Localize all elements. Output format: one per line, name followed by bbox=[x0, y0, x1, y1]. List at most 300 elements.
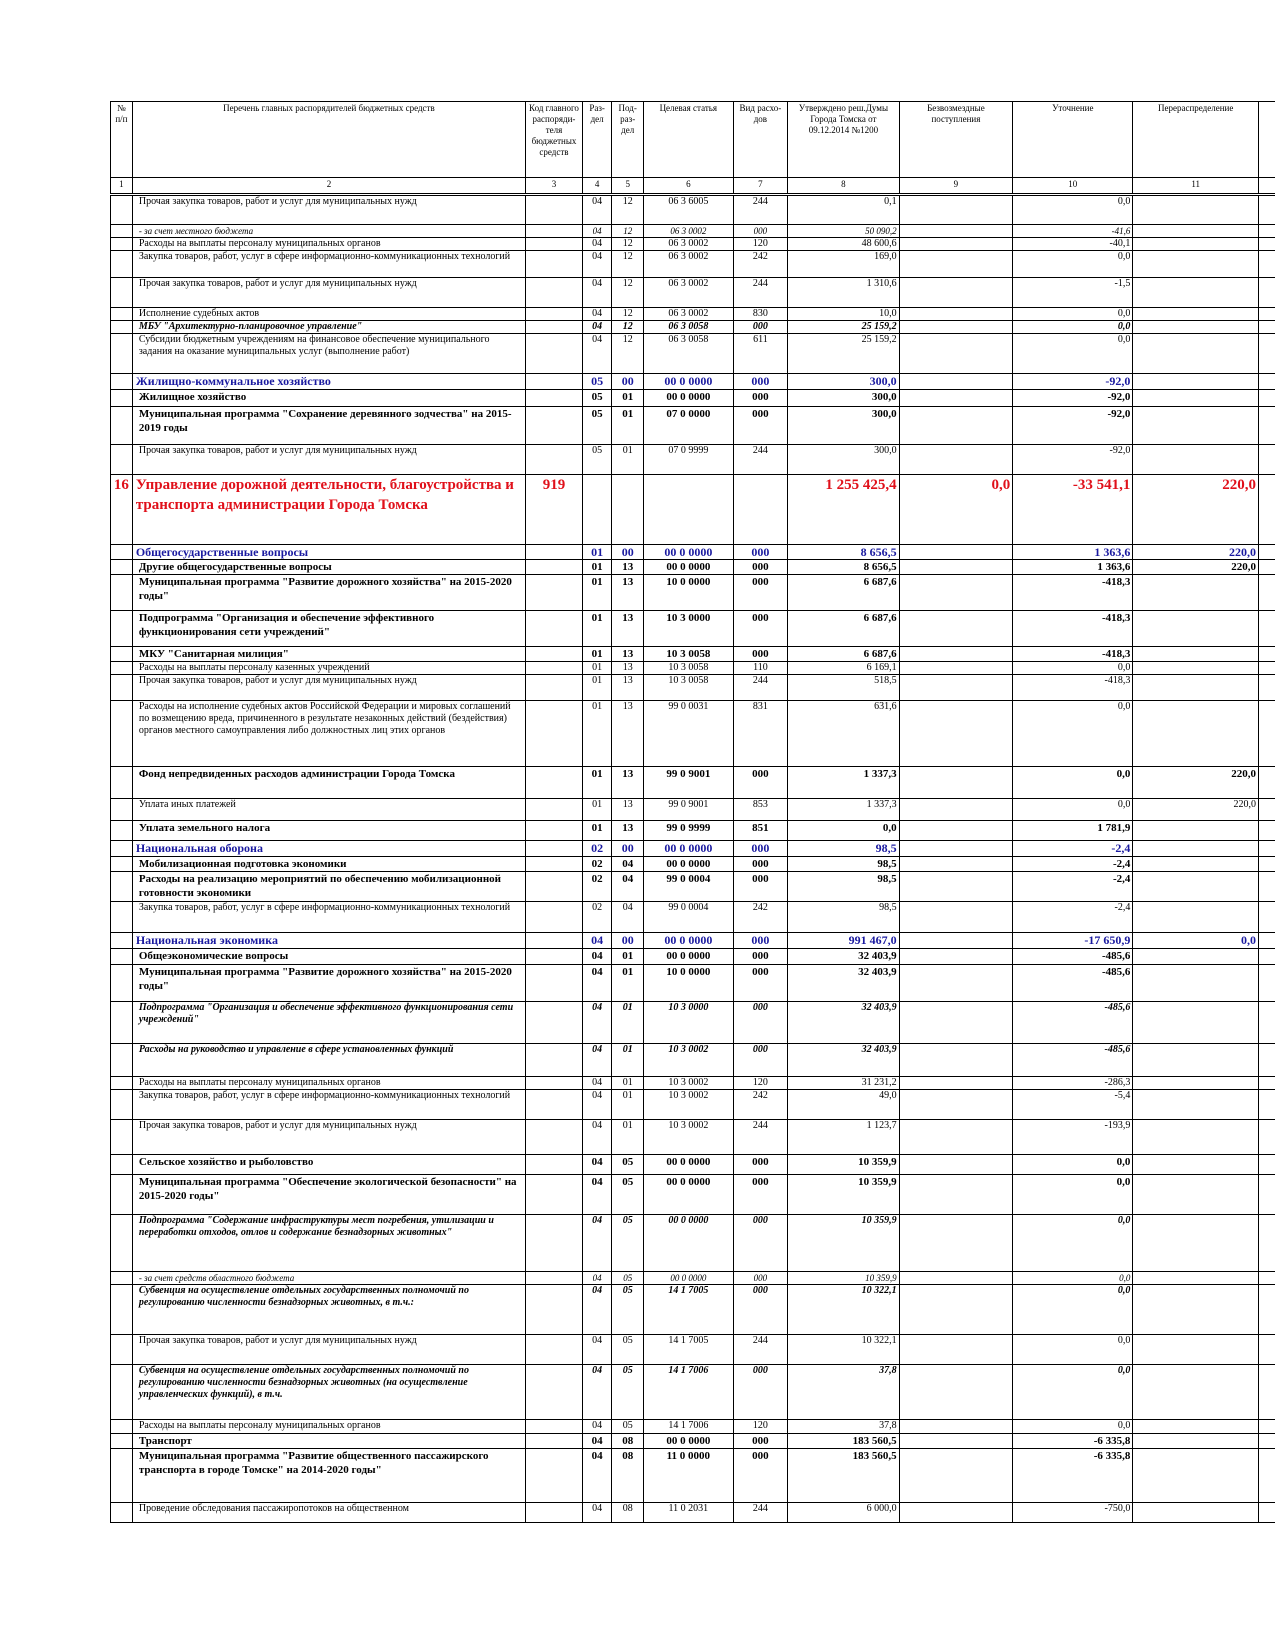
table-row bbox=[111, 238, 1275, 251]
table-row bbox=[111, 662, 1275, 675]
row-gratuitous bbox=[899, 575, 1013, 611]
table-row bbox=[111, 1175, 1275, 1215]
row-expense-type: 110 bbox=[733, 662, 788, 675]
row-approved: 8 656,5 bbox=[788, 560, 899, 575]
row-expense-type: 831 bbox=[733, 701, 788, 767]
row-approved: 98,5 bbox=[788, 857, 899, 872]
row-approved: 37,8 bbox=[788, 1420, 899, 1434]
row-expense-type: 242 bbox=[733, 251, 788, 278]
row-target-article: 10 3 0002 bbox=[644, 1077, 734, 1090]
row-razdel: 05 bbox=[582, 374, 611, 390]
row-gratuitous bbox=[899, 1077, 1013, 1090]
row-target-article: 10 3 0002 bbox=[644, 1120, 734, 1155]
row-redistribution bbox=[1133, 195, 1259, 225]
table-row bbox=[111, 965, 1275, 1002]
row-code bbox=[526, 647, 583, 662]
row-podrazdel: 04 bbox=[612, 857, 644, 872]
row-extra bbox=[1258, 949, 1275, 965]
table-row bbox=[111, 195, 1275, 225]
row-gratuitous bbox=[899, 841, 1013, 857]
row-refinement: -92,0 bbox=[1013, 374, 1133, 390]
row-name: Прочая закупка товаров, работ и услуг для муниципальных нужд bbox=[132, 445, 525, 475]
table-row bbox=[111, 334, 1275, 374]
row-refinement: -40,1 bbox=[1013, 238, 1133, 251]
row-extra bbox=[1258, 841, 1275, 857]
row-gratuitous bbox=[899, 445, 1013, 475]
row-target-article: 99 0 0004 bbox=[644, 872, 734, 902]
row-razdel: 04 bbox=[582, 965, 611, 1002]
table-row bbox=[111, 308, 1275, 321]
table-row bbox=[111, 1044, 1275, 1077]
row-number bbox=[111, 965, 133, 1002]
row-redistribution bbox=[1133, 965, 1259, 1002]
row-target-article: 14 1 7005 bbox=[644, 1335, 734, 1365]
row-approved: 48 600,6 bbox=[788, 238, 899, 251]
row-name: Муниципальная программа "Развитие дорожного хозяйства" на 2015-2020 годы" bbox=[132, 965, 525, 1002]
table-row bbox=[111, 407, 1275, 445]
row-name: Расходы на выплаты персоналу муниципальных органов bbox=[132, 1420, 525, 1434]
row-number bbox=[111, 933, 133, 949]
row-gratuitous bbox=[899, 251, 1013, 278]
row-approved: 31 231,2 bbox=[788, 1077, 899, 1090]
row-podrazdel: 05 bbox=[612, 1215, 644, 1272]
row-name: Муниципальная программа "Сохранение деревянного зодчества" на 2015-2019 годы bbox=[132, 407, 525, 445]
row-code bbox=[526, 225, 583, 238]
row-redistribution bbox=[1133, 857, 1259, 872]
row-number bbox=[111, 225, 133, 238]
row-target-article: 11 0 0000 bbox=[644, 1449, 734, 1503]
table-row bbox=[111, 933, 1275, 949]
row-target-article: 99 0 0031 bbox=[644, 701, 734, 767]
table-row bbox=[111, 1120, 1275, 1155]
table-row bbox=[111, 701, 1275, 767]
row-expense-type: 000 bbox=[733, 933, 788, 949]
budget-table bbox=[110, 101, 1275, 1523]
row-podrazdel: 01 bbox=[612, 965, 644, 1002]
row-redistribution bbox=[1133, 662, 1259, 675]
row-name: Прочая закупка товаров, работ и услуг для муниципальных нужд bbox=[132, 675, 525, 701]
row-approved: 300,0 bbox=[788, 374, 899, 390]
row-number bbox=[111, 1215, 133, 1272]
row-gratuitous bbox=[899, 1335, 1013, 1365]
table-row bbox=[111, 1434, 1275, 1449]
row-target-article: 00 0 0000 bbox=[644, 949, 734, 965]
row-code bbox=[526, 407, 583, 445]
row-podrazdel bbox=[612, 475, 644, 545]
header-target-article: Целевая статья bbox=[644, 102, 734, 178]
row-expense-type: 244 bbox=[733, 278, 788, 308]
row-number bbox=[111, 1044, 133, 1077]
row-code bbox=[526, 238, 583, 251]
row-gratuitous bbox=[899, 334, 1013, 374]
row-expense-type: 000 bbox=[733, 647, 788, 662]
row-redistribution bbox=[1133, 1215, 1259, 1272]
row-approved: 0,1 bbox=[788, 195, 899, 225]
row-extra bbox=[1258, 575, 1275, 611]
table-row bbox=[111, 1503, 1275, 1523]
row-extra bbox=[1258, 1002, 1275, 1044]
table-row bbox=[111, 560, 1275, 575]
row-code bbox=[526, 1285, 583, 1335]
row-podrazdel: 13 bbox=[612, 799, 644, 821]
row-name: Расходы на исполнение судебных актов Российской Федерации и мировых соглашений по возмещению вреда, причиненного в результате незаконных действий (бездействия) органов местного самоуправления либо должностных лиц этих органов bbox=[132, 701, 525, 767]
row-extra bbox=[1258, 701, 1275, 767]
header-podrazdel: Под-раз-дел bbox=[612, 102, 644, 178]
row-approved: 32 403,9 bbox=[788, 1002, 899, 1044]
row-redistribution bbox=[1133, 1449, 1259, 1503]
row-podrazdel: 13 bbox=[612, 662, 644, 675]
row-name: Прочая закупка товаров, работ и услуг для муниципальных нужд bbox=[132, 1335, 525, 1365]
row-name: Транспорт bbox=[132, 1434, 525, 1449]
row-expense-type: 000 bbox=[733, 1434, 788, 1449]
row-approved: 25 159,2 bbox=[788, 321, 899, 334]
row-target-article: 10 3 0002 bbox=[644, 1044, 734, 1077]
row-extra bbox=[1258, 799, 1275, 821]
row-redistribution bbox=[1133, 1044, 1259, 1077]
table-row bbox=[111, 278, 1275, 308]
row-expense-type: 244 bbox=[733, 1120, 788, 1155]
row-target-article: 07 0 9999 bbox=[644, 445, 734, 475]
row-razdel: 05 bbox=[582, 445, 611, 475]
row-number bbox=[111, 1420, 133, 1434]
row-name: Подпрограмма "Содержание инфраструктуры мест погребения, утилизации и переработки отходов, отлов и содержание безнадзорных животных" bbox=[132, 1215, 525, 1272]
row-redistribution bbox=[1133, 1335, 1259, 1365]
column-number-row bbox=[111, 178, 1275, 195]
row-number bbox=[111, 1002, 133, 1044]
row-razdel: 04 bbox=[582, 1335, 611, 1365]
row-name: Расходы на реализацию мероприятий по обеспечению мобилизационной готовности экономики bbox=[132, 872, 525, 902]
row-name: Сельское хозяйство и рыболовство bbox=[132, 1155, 525, 1175]
row-expense-type: 000 bbox=[733, 1272, 788, 1285]
row-number bbox=[111, 390, 133, 407]
row-code bbox=[526, 701, 583, 767]
row-podrazdel: 12 bbox=[612, 195, 644, 225]
row-number bbox=[111, 611, 133, 647]
row-extra bbox=[1258, 872, 1275, 902]
row-podrazdel: 12 bbox=[612, 251, 644, 278]
row-number bbox=[111, 1285, 133, 1335]
row-redistribution bbox=[1133, 407, 1259, 445]
row-extra bbox=[1258, 965, 1275, 1002]
table-row bbox=[111, 545, 1275, 560]
row-code bbox=[526, 445, 583, 475]
row-approved: 10 359,9 bbox=[788, 1215, 899, 1272]
row-approved: 98,5 bbox=[788, 902, 899, 933]
row-gratuitous bbox=[899, 611, 1013, 647]
row-expense-type: 853 bbox=[733, 799, 788, 821]
colnum: 1 bbox=[111, 178, 133, 195]
row-approved: 10 322,1 bbox=[788, 1335, 899, 1365]
row-approved: 300,0 bbox=[788, 407, 899, 445]
row-razdel: 04 bbox=[582, 1434, 611, 1449]
row-approved: 300,0 bbox=[788, 390, 899, 407]
row-extra bbox=[1258, 1420, 1275, 1434]
row-expense-type: 000 bbox=[733, 407, 788, 445]
row-expense-type: 000 bbox=[733, 1365, 788, 1420]
row-gratuitous bbox=[899, 1272, 1013, 1285]
row-extra bbox=[1258, 321, 1275, 334]
row-razdel: 01 bbox=[582, 662, 611, 675]
row-number bbox=[111, 902, 133, 933]
row-code bbox=[526, 1365, 583, 1420]
row-expense-type: 000 bbox=[733, 545, 788, 560]
row-extra bbox=[1258, 1503, 1275, 1523]
row-expense-type: 000 bbox=[733, 560, 788, 575]
row-target-article: 06 3 0002 bbox=[644, 251, 734, 278]
row-target-article: 06 3 0002 bbox=[644, 225, 734, 238]
row-redistribution bbox=[1133, 1175, 1259, 1215]
row-approved: 6 687,6 bbox=[788, 575, 899, 611]
row-gratuitous bbox=[899, 545, 1013, 560]
row-name: МКУ "Санитарная милиция" bbox=[132, 647, 525, 662]
row-approved: 6 687,6 bbox=[788, 647, 899, 662]
row-expense-type: 244 bbox=[733, 675, 788, 701]
row-target-article: 06 3 0002 bbox=[644, 308, 734, 321]
row-refinement: 0,0 bbox=[1013, 1285, 1133, 1335]
row-expense-type: 000 bbox=[733, 1449, 788, 1503]
row-extra bbox=[1258, 902, 1275, 933]
row-refinement: 0,0 bbox=[1013, 1420, 1133, 1434]
row-podrazdel: 01 bbox=[612, 1120, 644, 1155]
row-redistribution bbox=[1133, 872, 1259, 902]
row-expense-type bbox=[733, 475, 788, 545]
row-razdel: 05 bbox=[582, 390, 611, 407]
row-razdel: 04 bbox=[582, 1215, 611, 1272]
row-number bbox=[111, 308, 133, 321]
row-target-article: 99 0 9001 bbox=[644, 767, 734, 799]
row-expense-type: 000 bbox=[733, 225, 788, 238]
table-row bbox=[111, 1215, 1275, 1272]
row-refinement: -286,3 bbox=[1013, 1077, 1133, 1090]
row-extra bbox=[1258, 560, 1275, 575]
row-expense-type: 000 bbox=[733, 841, 788, 857]
row-redistribution: 220,0 bbox=[1133, 560, 1259, 575]
row-redistribution bbox=[1133, 841, 1259, 857]
row-approved: 0,0 bbox=[788, 821, 899, 841]
table-row bbox=[111, 321, 1275, 334]
row-refinement: -33 541,1 bbox=[1013, 475, 1133, 545]
row-refinement: -485,6 bbox=[1013, 1002, 1133, 1044]
colnum: 3 bbox=[526, 178, 583, 195]
row-target-article: 06 3 0002 bbox=[644, 278, 734, 308]
row-number bbox=[111, 841, 133, 857]
row-refinement: -41,6 bbox=[1013, 225, 1133, 238]
row-refinement: -2,4 bbox=[1013, 857, 1133, 872]
row-number bbox=[111, 1120, 133, 1155]
row-target-article: 10 3 0000 bbox=[644, 611, 734, 647]
row-extra bbox=[1258, 1077, 1275, 1090]
row-redistribution bbox=[1133, 390, 1259, 407]
row-razdel: 04 bbox=[582, 933, 611, 949]
row-refinement: -2,4 bbox=[1013, 841, 1133, 857]
header-razdel: Раз-дел bbox=[582, 102, 611, 178]
row-number bbox=[111, 1365, 133, 1420]
row-redistribution bbox=[1133, 278, 1259, 308]
row-extra bbox=[1258, 1365, 1275, 1420]
colnum: 5 bbox=[612, 178, 644, 195]
row-name: Национальная оборона bbox=[132, 841, 525, 857]
row-target-article: 10 0 0000 bbox=[644, 965, 734, 1002]
row-expense-type: 000 bbox=[733, 1155, 788, 1175]
row-target-article: 11 0 2031 bbox=[644, 1503, 734, 1523]
row-refinement: -418,3 bbox=[1013, 575, 1133, 611]
row-number bbox=[111, 1335, 133, 1365]
header-row bbox=[111, 102, 1275, 178]
row-approved: 300,0 bbox=[788, 445, 899, 475]
row-podrazdel: 05 bbox=[612, 1272, 644, 1285]
row-gratuitous bbox=[899, 195, 1013, 225]
row-extra bbox=[1258, 308, 1275, 321]
row-redistribution: 220,0 bbox=[1133, 475, 1259, 545]
row-razdel: 04 bbox=[582, 238, 611, 251]
table-body bbox=[111, 195, 1275, 1523]
table-row bbox=[111, 1002, 1275, 1044]
row-number bbox=[111, 1449, 133, 1503]
row-target-article: 10 3 0002 bbox=[644, 1090, 734, 1120]
row-number bbox=[111, 334, 133, 374]
row-code bbox=[526, 1215, 583, 1272]
row-podrazdel: 05 bbox=[612, 1155, 644, 1175]
row-razdel: 04 bbox=[582, 251, 611, 278]
row-podrazdel: 01 bbox=[612, 1044, 644, 1077]
row-extra bbox=[1258, 857, 1275, 872]
row-refinement: -418,3 bbox=[1013, 647, 1133, 662]
row-gratuitous bbox=[899, 662, 1013, 675]
row-approved: 1 123,7 bbox=[788, 1120, 899, 1155]
row-expense-type: 244 bbox=[733, 1335, 788, 1365]
row-redistribution bbox=[1133, 251, 1259, 278]
row-expense-type: 000 bbox=[733, 1285, 788, 1335]
row-target-article: 10 3 0058 bbox=[644, 662, 734, 675]
row-razdel: 01 bbox=[582, 821, 611, 841]
row-extra bbox=[1258, 445, 1275, 475]
row-extra bbox=[1258, 821, 1275, 841]
table-row bbox=[111, 1365, 1275, 1420]
row-expense-type: 000 bbox=[733, 374, 788, 390]
row-number bbox=[111, 1503, 133, 1523]
row-razdel: 04 bbox=[582, 225, 611, 238]
header-num: № п/п bbox=[111, 102, 133, 178]
row-approved: 10 359,9 bbox=[788, 1175, 899, 1215]
row-name: Расходы на выплаты персоналу муниципальных органов bbox=[132, 238, 525, 251]
colnum: 10 bbox=[1013, 178, 1133, 195]
row-gratuitous bbox=[899, 1420, 1013, 1434]
row-gratuitous bbox=[899, 560, 1013, 575]
header-name: Перечень главных распорядителей бюджетных средств bbox=[132, 102, 525, 178]
row-number bbox=[111, 278, 133, 308]
table-row bbox=[111, 575, 1275, 611]
row-podrazdel: 01 bbox=[612, 1090, 644, 1120]
table-row bbox=[111, 251, 1275, 278]
row-podrazdel: 05 bbox=[612, 1420, 644, 1434]
row-number bbox=[111, 238, 133, 251]
row-expense-type: 000 bbox=[733, 321, 788, 334]
row-name: Мобилизационная подготовка экономики bbox=[132, 857, 525, 872]
row-expense-type: 000 bbox=[733, 767, 788, 799]
row-podrazdel: 13 bbox=[612, 560, 644, 575]
row-name: Расходы на выплаты персоналу муниципальных органов bbox=[132, 1077, 525, 1090]
row-name: Муниципальная программа "Развитие общественного пассажирского транспорта в городе Томске" на 2014-2020 годы" bbox=[132, 1449, 525, 1503]
row-name: Субсидии бюджетным учреждениям на финансовое обеспечение муниципального задания на оказание муниципальных услуг (выполнение работ) bbox=[132, 334, 525, 374]
row-redistribution bbox=[1133, 1077, 1259, 1090]
row-razdel: 04 bbox=[582, 1272, 611, 1285]
row-expense-type: 851 bbox=[733, 821, 788, 841]
colnum: 2 bbox=[132, 178, 525, 195]
row-code bbox=[526, 933, 583, 949]
row-target-article: 99 0 0004 bbox=[644, 902, 734, 933]
row-expense-type: 000 bbox=[733, 1215, 788, 1272]
row-refinement: 0,0 bbox=[1013, 308, 1133, 321]
row-podrazdel: 12 bbox=[612, 278, 644, 308]
row-name: Жилищное хозяйство bbox=[132, 390, 525, 407]
row-approved: 8 656,5 bbox=[788, 545, 899, 560]
row-extra bbox=[1258, 225, 1275, 238]
row-code bbox=[526, 321, 583, 334]
row-expense-type: 120 bbox=[733, 1420, 788, 1434]
row-expense-type: 830 bbox=[733, 308, 788, 321]
table-row bbox=[111, 1285, 1275, 1335]
row-approved: 1 255 425,4 bbox=[788, 475, 899, 545]
row-target-article: 00 0 0000 bbox=[644, 545, 734, 560]
row-redistribution bbox=[1133, 1365, 1259, 1420]
row-number bbox=[111, 675, 133, 701]
row-code bbox=[526, 949, 583, 965]
table-row bbox=[111, 767, 1275, 799]
row-extra bbox=[1258, 1120, 1275, 1155]
row-name: Закупка товаров, работ, услуг в сфере информационно-коммуникационных технологий bbox=[132, 1090, 525, 1120]
row-approved: 50 090,2 bbox=[788, 225, 899, 238]
row-extra bbox=[1258, 1285, 1275, 1335]
row-expense-type: 000 bbox=[733, 857, 788, 872]
row-code bbox=[526, 1002, 583, 1044]
row-refinement: -17 650,9 bbox=[1013, 933, 1133, 949]
row-extra bbox=[1258, 767, 1275, 799]
row-redistribution bbox=[1133, 1434, 1259, 1449]
row-name: Национальная экономика bbox=[132, 933, 525, 949]
row-approved: 991 467,0 bbox=[788, 933, 899, 949]
table-row bbox=[111, 390, 1275, 407]
row-expense-type: 000 bbox=[733, 611, 788, 647]
row-approved: 25 159,2 bbox=[788, 334, 899, 374]
row-redistribution bbox=[1133, 1090, 1259, 1120]
row-razdel: 01 bbox=[582, 647, 611, 662]
row-razdel: 04 bbox=[582, 278, 611, 308]
row-gratuitous bbox=[899, 1002, 1013, 1044]
row-redistribution bbox=[1133, 575, 1259, 611]
table-row bbox=[111, 1449, 1275, 1503]
header-refinement: Уточнение bbox=[1013, 102, 1133, 178]
row-extra bbox=[1258, 278, 1275, 308]
row-razdel: 01 bbox=[582, 611, 611, 647]
table-row bbox=[111, 902, 1275, 933]
row-redistribution bbox=[1133, 675, 1259, 701]
row-extra bbox=[1258, 1335, 1275, 1365]
row-redistribution bbox=[1133, 1503, 1259, 1523]
row-code bbox=[526, 1155, 583, 1175]
row-gratuitous bbox=[899, 965, 1013, 1002]
row-gratuitous bbox=[899, 1285, 1013, 1335]
row-redistribution bbox=[1133, 647, 1259, 662]
table-row bbox=[111, 872, 1275, 902]
table-row bbox=[111, 611, 1275, 647]
row-target-article: 06 3 6005 bbox=[644, 195, 734, 225]
table-row bbox=[111, 475, 1275, 545]
row-expense-type: 120 bbox=[733, 238, 788, 251]
row-code bbox=[526, 1175, 583, 1215]
row-refinement: 1 781,9 bbox=[1013, 821, 1133, 841]
row-refinement: -418,3 bbox=[1013, 675, 1133, 701]
row-approved: 32 403,9 bbox=[788, 965, 899, 1002]
